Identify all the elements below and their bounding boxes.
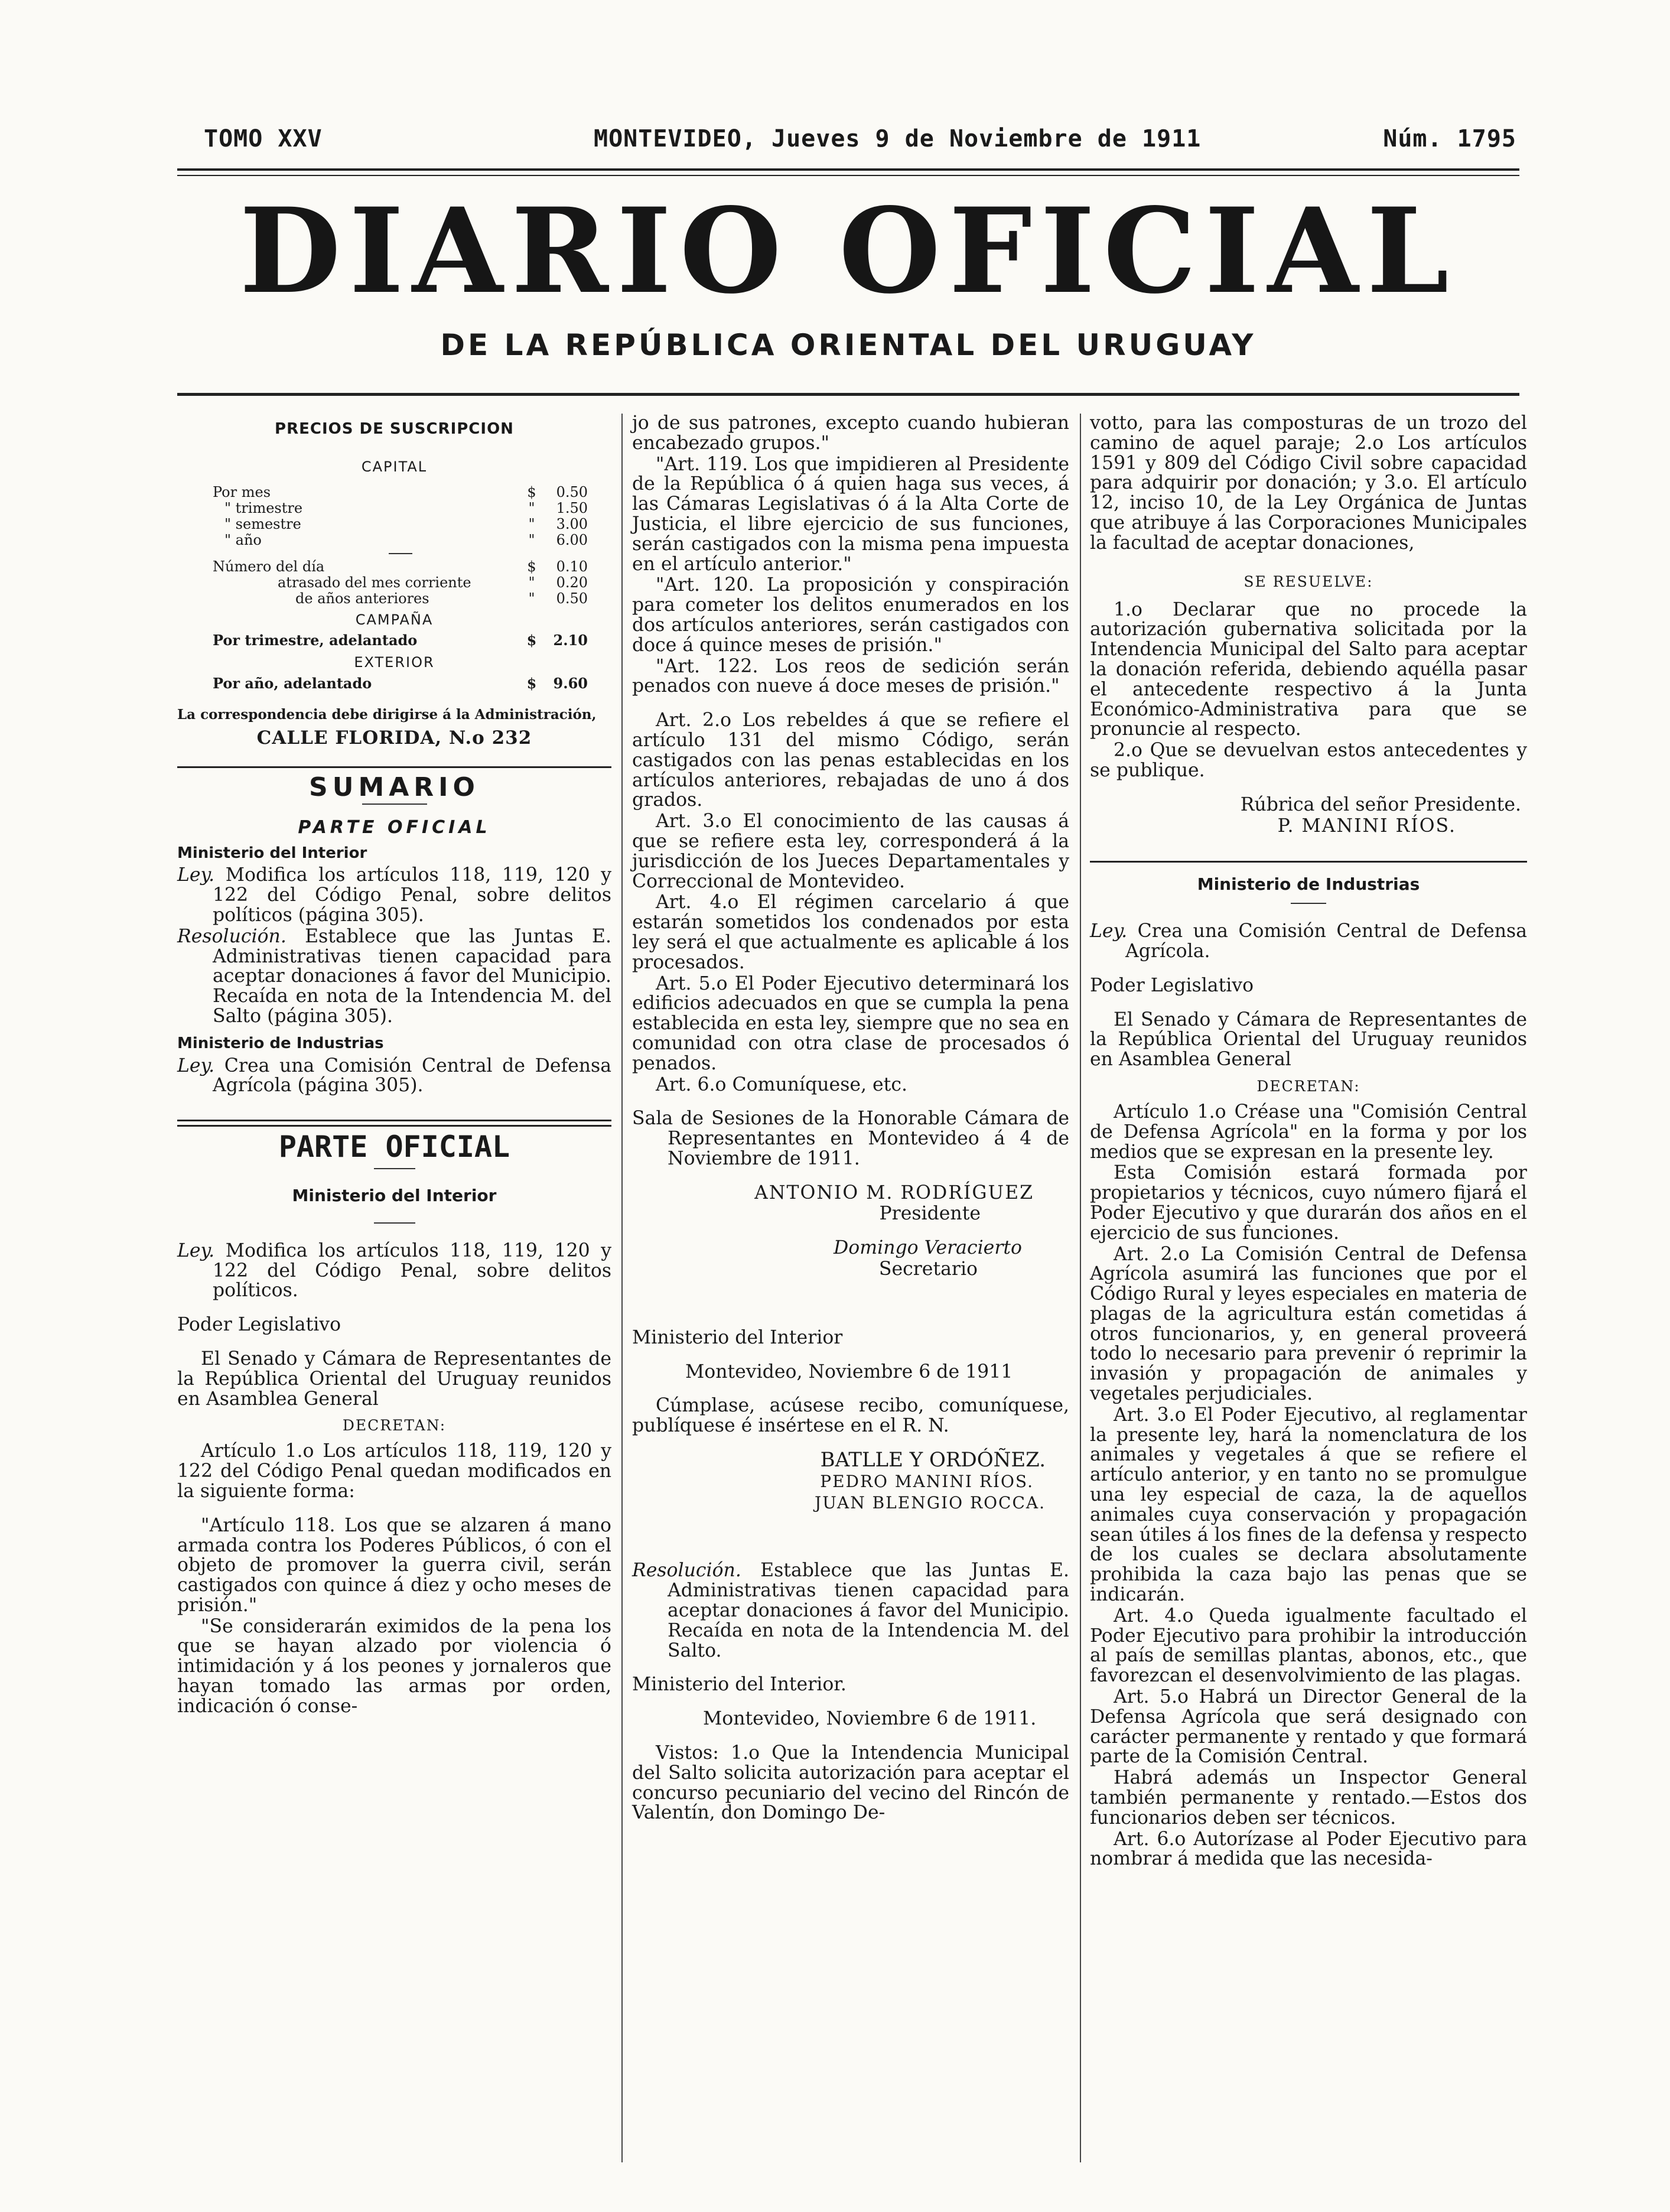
ministry-heading: Ministerio del Interior bbox=[292, 1185, 497, 1205]
volume-number: TOMO XXV bbox=[204, 125, 323, 152]
signature-name: Domingo Veracierto bbox=[834, 1237, 1022, 1259]
price-row: Número del día $ 0.10 bbox=[213, 558, 588, 575]
masthead-title: DIARIO OFICIAL bbox=[239, 182, 1457, 320]
article-text: Art. 5.o Habrá un Director General de la Defensa Agrícola que será designado con carácter permanente y rentado y que formará parte de la Comisión Central. bbox=[1090, 1686, 1527, 1768]
ministry-heading: Ministerio de Industrias bbox=[1197, 874, 1420, 894]
price-row: de años anteriores " 0.50 bbox=[295, 590, 588, 607]
signature-role: Presidente bbox=[879, 1203, 981, 1225]
sumario-item: Ley. Crea una Comisión Central de Defensa Agrícola (página 305). bbox=[177, 1055, 611, 1097]
prices-title: PRECIOS DE SUSCRIPCION bbox=[275, 420, 514, 438]
header-rule bbox=[177, 168, 1519, 171]
sumario-item: Ley. Modifica los artículos 118, 119, 120 y 122 del Código Penal, sobre delitos políticos (página 305). bbox=[177, 864, 611, 926]
column-divider bbox=[1080, 414, 1081, 2162]
signature-name: PEDRO MANINI RÍOS. bbox=[820, 1471, 1034, 1491]
resolution-item: 1.o Declarar que no procede la autorización gubernativa solicitada por la Intendencia Municipal del Salto para aceptar la donación referida, debiendo aquélla pasar el antecedente respectivo á la Junta Económico-Administrativa para que se pronuncie al respecto. bbox=[1090, 598, 1527, 740]
decretan: DECRETAN: bbox=[1256, 1077, 1360, 1095]
price-row: Por año, adelantado $ 9.60 bbox=[213, 675, 588, 692]
law-title: Ley. Modifica los artículos 118, 119, 120 y 122 del Código Penal, sobre delitos políticos. bbox=[177, 1240, 611, 1302]
sumario-item: Resolución. Establece que las Juntas E. Administrativas tienen capacidad para aceptar donaciones á favor del Municipio. Recaída en nota de la Intendencia M. del Salto (página 305). bbox=[177, 925, 611, 1027]
issue-number: Núm. 1795 bbox=[1383, 125, 1516, 152]
article-text: Art. 6.o Autorízase al Poder Ejecutivo para nombrar á medida que las necesida- bbox=[1090, 1828, 1527, 1870]
law-title: Ley. Crea una Comisión Central de Defensa Agrícola. bbox=[1090, 920, 1527, 962]
prices-capital: CAPITAL bbox=[361, 458, 428, 475]
signature-role: Secretario bbox=[878, 1258, 978, 1280]
parte-oficial-heading: PARTE OFICIAL bbox=[278, 1130, 510, 1164]
decretan: DECRETAN: bbox=[342, 1417, 447, 1434]
poder-legislativo: Poder Legislativo bbox=[1090, 974, 1254, 996]
resolution-item: 2.o Que se devuelvan estos antecedentes y se publique. bbox=[1090, 740, 1527, 781]
vistos-text: Vistos: 1.o Que la Intendencia Municipal del Salto solicita autorización para aceptar el concurso pecuniario del vecino del Rincón de Valentín, don Domingo De- bbox=[632, 1742, 1069, 1824]
article-text: "Se considerarán eximidos de la pena los que se hayan alzado por violencia ó intimidación y á los peones y jornaleros que hayan tomado las armas por orden, indicación ó conse- bbox=[177, 1615, 611, 1717]
article-text: Art. 3.o El Poder Ejecutivo, al reglamentar la presente ley, hará la nomenclatura de los animales y vegetales á que se refiere el artículo anterior, y en tanto no se promulgue una ley especial de caza, la de aquellos animales cuya conservación y propagación sean útiles á los fines de la defensa y respecto de los cuales se declara absolutamente prohibida la caza bajo las penas que se indicarán. bbox=[1090, 1404, 1527, 1606]
sumario-ministry: Ministerio del Interior bbox=[177, 844, 367, 862]
article-text: jo de sus patrones, excepto cuando hubieran encabezado grupos." bbox=[632, 412, 1069, 454]
article-text: "Art. 120. La proposición y conspiración para cometer los delitos enumerados en los dos artículos anteriores, serán castigados con doce á quince meses de prisión." bbox=[632, 574, 1069, 656]
poder-legislativo: Poder Legislativo bbox=[177, 1314, 341, 1336]
se-resuelve: SE RESUELVE: bbox=[1243, 572, 1373, 590]
sala-sesiones: Sala de Sesiones de la Honorable Cámara de Representantes en Montevideo á 4 de Noviembre de 1911. bbox=[632, 1108, 1069, 1169]
article-text: Artículo 1.o Los artículos 118, 119, 120 y 122 del Código Penal quedan modificados en la siguiente forma: bbox=[177, 1440, 611, 1502]
resolution-title: Resolución. Establece que las Juntas E. Administrativas tienen capacidad para aceptar donaciones á favor del Municipio. Recaída en nota de la Intendencia M. del Salto. bbox=[632, 1560, 1069, 1661]
article-text: Art. 5.o El Poder Ejecutivo determinará los edificios adecuados en que se cumpla la pena establecida en esta ley, siempre que no sea en comunidad con otra clase de procesados ó penados. bbox=[632, 972, 1069, 1074]
signature-name: ANTONIO M. RODRÍGUEZ bbox=[754, 1182, 1034, 1203]
correspondence-note: La correspondencia debe dirigirse á la Administración, bbox=[177, 707, 597, 723]
column-2 bbox=[632, 414, 1069, 1824]
ministry-line: Ministerio del Interior. bbox=[632, 1674, 847, 1696]
cumplase-text: Cúmplase, acúsese recibo, comuníquese, publíquese é insértese en el R. N. bbox=[632, 1395, 1069, 1437]
article-text: Habrá además un Inspector General también permanente y rentado.—Estos dos funcionarios deben ser técnicos. bbox=[1090, 1767, 1527, 1829]
price-row: " semestre " 3.00 bbox=[224, 515, 588, 532]
header-rule-thin bbox=[177, 175, 1519, 176]
column-divider bbox=[621, 414, 623, 2162]
article-text: Art. 6.o Comuníquese, etc. bbox=[656, 1074, 907, 1095]
article-text: "Art. 122. Los reos de sedición serán penados con nueve á doce meses de prisión." bbox=[632, 655, 1069, 697]
prices-exterior: EXTERIOR bbox=[354, 654, 435, 671]
price-row: Por trimestre, adelantado $ 2.10 bbox=[213, 632, 588, 649]
article-text: "Artículo 118. Los que se alzaren á mano armada contra los Poderes Públicos, ó con el objeto de promover la guerra civil, serán castigados con quince á diez y ocho meses de prisión." bbox=[177, 1514, 611, 1616]
sumario-title: SUMARIO bbox=[309, 772, 480, 802]
column-1 bbox=[177, 414, 611, 1718]
ministry-line: Ministerio del Interior bbox=[632, 1326, 843, 1348]
sumario-parte: PARTE OFICIAL bbox=[298, 817, 491, 838]
masthead-rule bbox=[177, 393, 1519, 396]
senado-paragraph: El Senado y Cámara de Representantes de la República Oriental del Uruguay reunidos en Asamblea General bbox=[177, 1348, 611, 1410]
rubrica: Rúbrica del señor Presidente. bbox=[1240, 793, 1521, 815]
senado-paragraph: El Senado y Cámara de Representantes de la República Oriental del Uruguay reunidos en Asamblea General bbox=[1090, 1009, 1527, 1071]
signature-name: BATLLE Y ORDÓÑEZ. bbox=[820, 1448, 1046, 1472]
column-3 bbox=[1090, 414, 1527, 1871]
sumario-ministry: Ministerio de Industrias bbox=[177, 1034, 384, 1052]
article-text: Art. 2.o Los rebeldes á que se refiere el artículo 131 del mismo Código, serán castigados con las penas establecidas en los artículos anteriores, rebajadas de uno á dos grados. bbox=[632, 710, 1069, 811]
price-row: " año " 6.00 bbox=[224, 531, 588, 548]
price-row: atrasado del mes corriente " 0.20 bbox=[278, 574, 588, 591]
article-text: Art. 4.o Queda igualmente facultado el Poder Ejecutivo para prohibir la introducción al país de semillas plantas, abonos, etc., que favorezcan el desenvolvimiento de las plagas. bbox=[1090, 1605, 1527, 1687]
signature-name: JUAN BLENGIO ROCCA. bbox=[815, 1492, 1046, 1512]
masthead-subtitle: DE LA REPÚBLICA ORIENTAL DEL URUGUAY bbox=[440, 328, 1256, 362]
header-line bbox=[177, 125, 1519, 161]
article-text: votto, para las composturas de un trozo del camino de aquel paraje; 2.o Los artículos 1591 y 809 del Código Civil sobre capacidad para adquirir por donación; y 3.o. El artículo 12, inciso 10, de la Ley Orgánica de Juntas que atribuye á las Corporaciones Municipales la facultad de aceptar donaciones, bbox=[1090, 412, 1527, 554]
article-text: "Art. 119. Los que impidieren al Presidente de la República ó á quien haga sus veces, á las Cámaras Legislativas ó á la Alta Corte de Justicia, el libre ejercicio de sus funciones, serán castigados con la misma pena impuesta en el artículo anterior." bbox=[632, 453, 1069, 575]
signature-name: P. MANINI RÍOS. bbox=[1277, 815, 1456, 837]
issue-date: MONTEVIDEO, Jueves 9 de Noviembre de 1911 bbox=[594, 125, 1202, 152]
article-text: Art. 4.o El régimen carcelario á que estarán sometidos los condenados por esta ley será el que actualmente es aplicable á los procesados. bbox=[632, 892, 1069, 973]
article-text: Art. 2.o La Comisión Central de Defensa Agrícola asumirá las funciones que por el Código Rural y leyes especiales en materia de plagas de la agricultura están cometidas á otros funcionarios, y, en general proveerá todo lo necesario para prevenir ó reprimir la invasión y propagación de animales y vegetales perjudiciales. bbox=[1090, 1243, 1527, 1405]
article-text: Artículo 1.o Créase una "Comisión Central de Defensa Agrícola" en la forma y por los medios que se expresan en la presente ley. bbox=[1090, 1101, 1527, 1163]
prices-campana: CAMPAÑA bbox=[355, 611, 434, 628]
date-line: Montevideo, Noviembre 6 de 1911. bbox=[703, 1708, 1037, 1730]
price-row: Por mes $ 0.50 bbox=[213, 483, 588, 500]
article-text: Art. 3.o El conocimiento de las causas á que se refiere esta ley, corresponderá á la jurisdicción de los Jueces Departamentales y Correccional de Montevideo. bbox=[632, 811, 1069, 892]
address: CALLE FLORIDA, N.o 232 bbox=[256, 727, 532, 749]
date-line: Montevideo, Noviembre 6 de 1911 bbox=[685, 1361, 1013, 1382]
price-row: " trimestre " 1.50 bbox=[224, 499, 588, 516]
article-text: Esta Comisión estará formada por propietarios y técnicos, cuyo número fijará el Poder Ejecutivo y que durarán dos años en el ejercicio de sus funciones. bbox=[1090, 1162, 1527, 1244]
